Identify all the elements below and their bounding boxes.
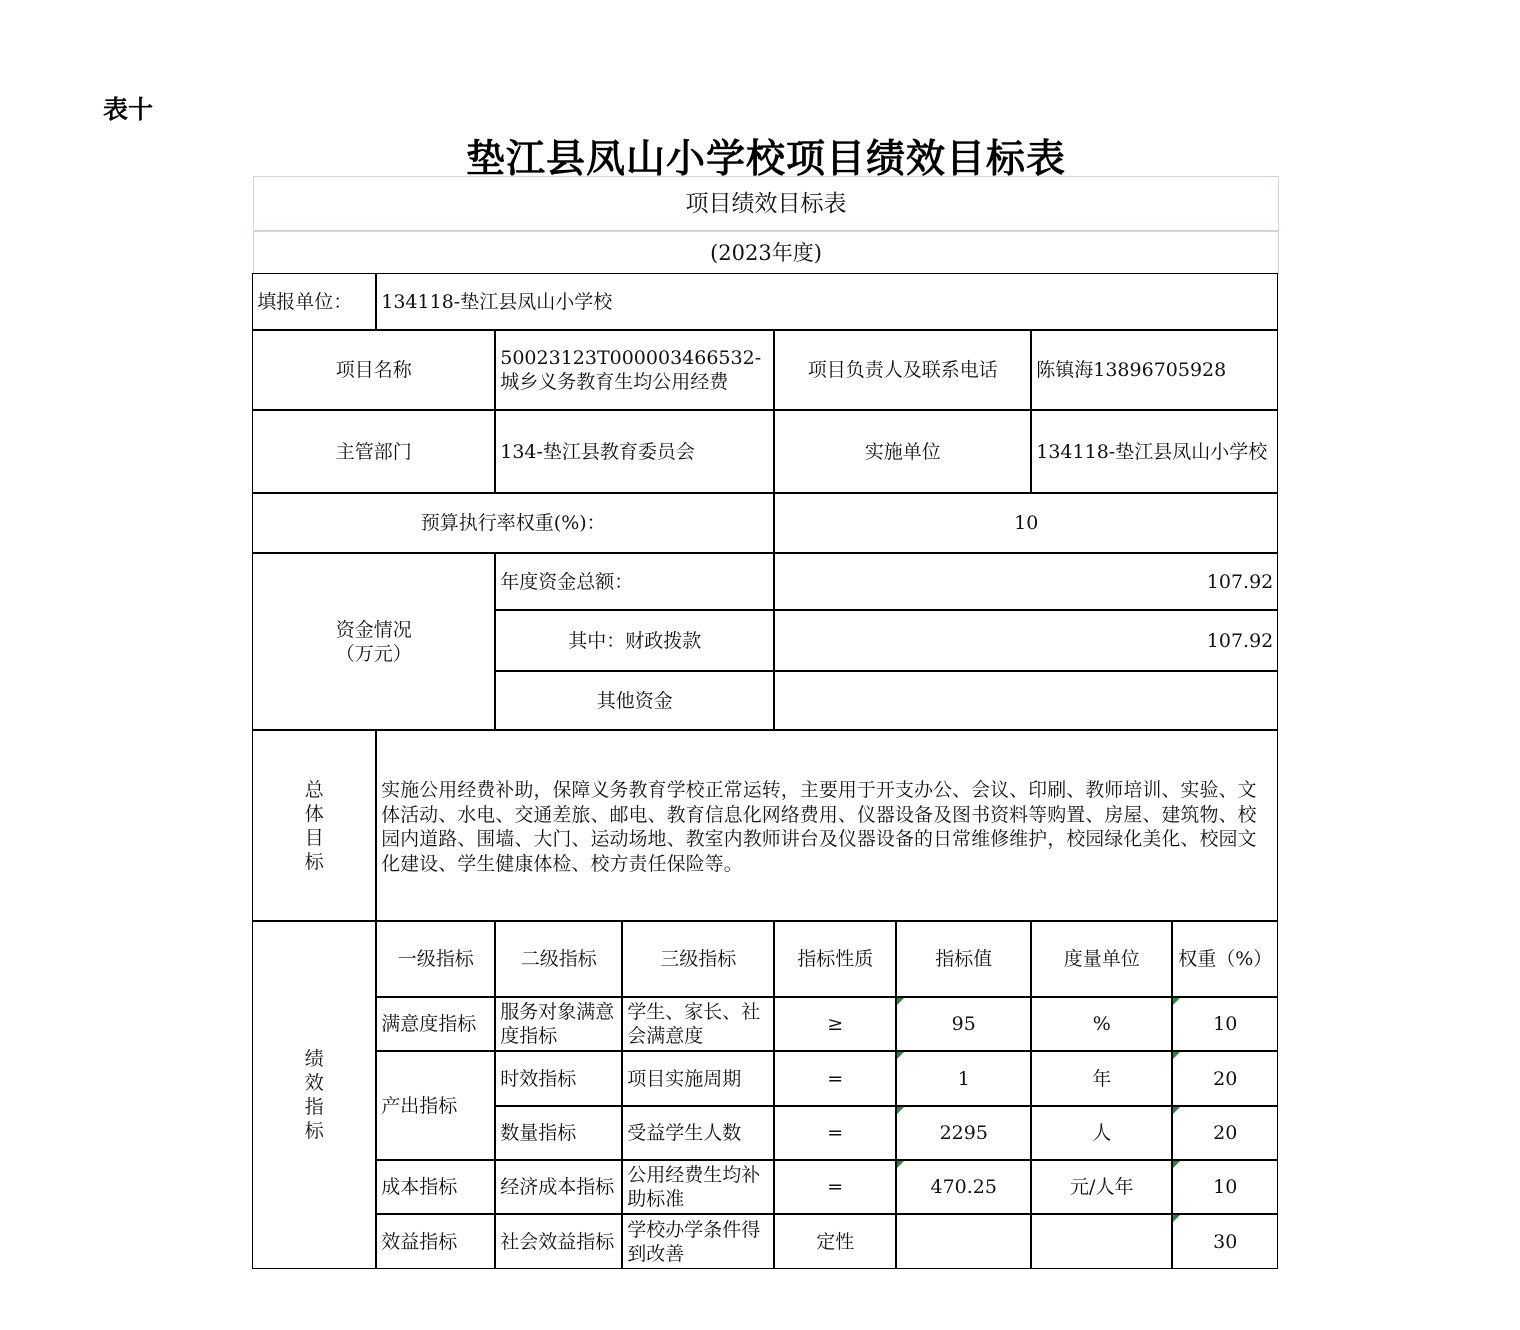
indicator-nature: ≥ [774, 997, 896, 1051]
level1-satisfaction: 满意度指标 [376, 997, 495, 1051]
indicator-level3: 受益学生人数 [622, 1106, 774, 1160]
indicator-level2: 时效指标 [495, 1051, 622, 1106]
indicator-value: 1 [896, 1051, 1031, 1106]
header-level3: 三级指标 [622, 921, 774, 997]
budget-rate-value: 10 [774, 493, 1278, 553]
level1-output: 产出指标 [376, 1051, 495, 1160]
goal-label-char: 目 [304, 826, 324, 849]
header-weight: 权重（%） [1172, 921, 1278, 997]
indicator-unit [1031, 1214, 1172, 1269]
indicator-weight: 20 [1172, 1051, 1278, 1106]
indicator-level3: 项目实施周期 [622, 1051, 774, 1106]
project-name-label: 项目名称 [252, 330, 495, 410]
indicator-unit: 年 [1031, 1051, 1172, 1106]
indicator-weight: 20 [1172, 1106, 1278, 1160]
header-level2: 二级指标 [495, 921, 622, 997]
budget-rate-label: 预算执行率权重(%)： [252, 493, 774, 553]
indicator-level3: 学生、家长、社会满意度 [622, 997, 774, 1051]
indicator-value [896, 1214, 1031, 1269]
indicator-value: 2295 [896, 1106, 1031, 1160]
dept-value: 134-垫江县教育委员会 [495, 410, 774, 493]
indicator-level2: 社会效益指标 [495, 1214, 622, 1269]
funds-unit-text: （万元） [335, 642, 412, 665]
indicator-weight: 10 [1172, 997, 1278, 1051]
header-unit: 度量单位 [1031, 921, 1172, 997]
indicator-value: 470.25 [896, 1160, 1031, 1214]
reporting-unit-value: 134118-垫江县凤山小学校 [376, 273, 1278, 330]
header-value: 指标值 [896, 921, 1031, 997]
indicator-level2: 服务对象满意度指标 [495, 997, 622, 1051]
dept-label: 主管部门 [252, 410, 495, 493]
indicator-unit: 元/人年 [1031, 1160, 1172, 1214]
other-funds-label: 其他资金 [495, 671, 774, 730]
indicator-weight: 10 [1172, 1160, 1278, 1214]
total-funds-label: 年度资金总额： [495, 553, 774, 610]
indicators-label [252, 921, 376, 1269]
indicator-level3: 学校办学条件得到改善 [622, 1214, 774, 1269]
indicator-nature: = [774, 1106, 896, 1160]
indicator-unit: % [1031, 997, 1172, 1051]
indicator-level3: 公用经费生均补助标准 [622, 1160, 774, 1214]
document-title: 垫江县凤山小学校项目绩效目标表 [465, 136, 1066, 182]
total-funds-value: 107.92 [774, 553, 1278, 610]
table-subtitle: 项目绩效目标表 [253, 176, 1279, 231]
impl-unit-value: 134118-垫江县凤山小学校 [1031, 410, 1278, 493]
fiscal-funds-value: 107.92 [774, 610, 1278, 671]
funds-label-text: 资金情况 [335, 618, 412, 641]
indicators-label-char: 效 [304, 1072, 324, 1095]
indicators-label-char: 标 [304, 1120, 324, 1143]
goal-label-char: 标 [304, 850, 324, 873]
fiscal-year: (2023年度) [253, 231, 1279, 274]
indicators-label-char: 指 [304, 1096, 324, 1119]
header-level1: 一级指标 [376, 921, 495, 997]
funds-label [252, 553, 495, 730]
reporting-unit-label: 填报单位： [252, 273, 376, 330]
level1-cost: 成本指标 [376, 1160, 495, 1214]
performance-target-table [253, 176, 1279, 1270]
goal-label-char: 体 [304, 802, 324, 825]
goal-label-char: 总 [304, 778, 324, 801]
indicator-weight: 30 [1172, 1214, 1278, 1269]
table-number-label: 表十 [103, 95, 154, 124]
indicator-unit: 人 [1031, 1106, 1172, 1160]
indicator-value: 95 [896, 997, 1031, 1051]
indicator-nature: 定性 [774, 1214, 896, 1269]
indicator-nature: = [774, 1160, 896, 1214]
project-contact-label: 项目负责人及联系电话 [774, 330, 1031, 410]
level1-benefit: 效益指标 [376, 1214, 495, 1269]
indicators-label-char: 绩 [304, 1048, 324, 1071]
header-nature: 指标性质 [774, 921, 896, 997]
indicator-level2: 数量指标 [495, 1106, 622, 1160]
impl-unit-label: 实施单位 [774, 410, 1031, 493]
other-funds-value [774, 671, 1278, 730]
overall-goal-label [252, 730, 376, 921]
project-name-value: 50023123T000003466532-城乡义务教育生均公用经费 [495, 330, 774, 410]
indicator-level2: 经济成本指标 [495, 1160, 622, 1214]
indicator-nature: = [774, 1051, 896, 1106]
fiscal-funds-label: 其中：财政拨款 [495, 610, 774, 671]
project-contact-value: 陈镇海13896705928 [1031, 330, 1278, 410]
overall-goal-text: 实施公用经费补助，保障义务教育学校正常运转，主要用于开支办公、会议、印刷、教师培训、实验、文体活动、水电、交通差旅、邮电、教育信息化网络费用、仪器设备及图书资料等购置、房屋、建筑物、校园内道路、围墙、大门、运动场地、教室内教师讲台及仪器设备的日常维修维护，校园绿化美化、校园文化建设、学生健康体检、校方责任保险等。 [376, 730, 1278, 921]
